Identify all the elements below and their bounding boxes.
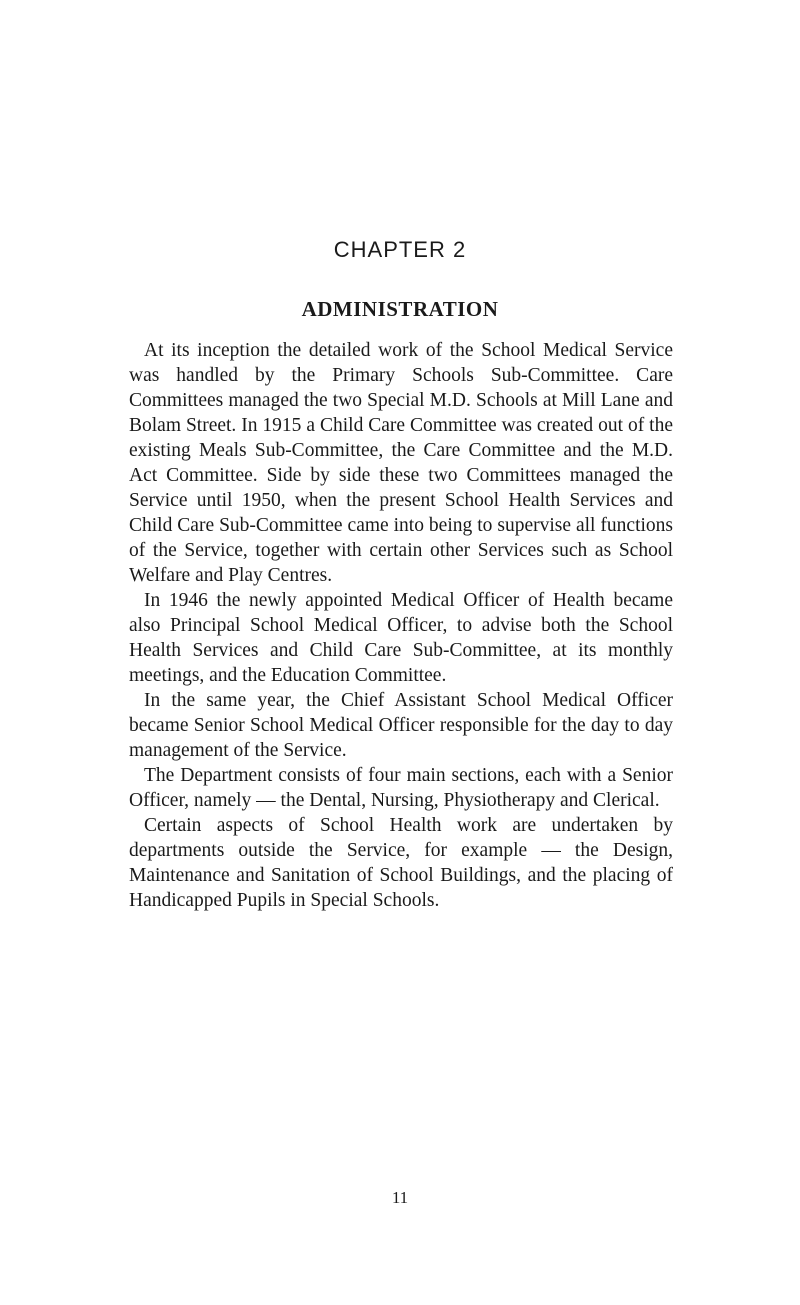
chapter-heading: CHAPTER 2 [333, 237, 467, 262]
paragraph-4: The Department consists of four main sections, each with a Senior Officer, namely — the Dental, Nursing, Physiotherapy and Clerical. [129, 765, 673, 811]
paragraph-5: Certain aspects of School Health work are undertaken by departments outside the Service, for example — the Design, Maintenance and Sanitation of School Buildings, and the placing of Handicapped Pupils in Special Schools. [129, 815, 673, 911]
paragraph-2: In 1946 the newly appointed Medical Officer of Health became also Principal School Medical Officer, to advise both the School Health Services and Child Care Sub-Committee, at its monthly meetings, and the Education Committee. [129, 590, 673, 686]
section-title: ADMINISTRATION [301, 297, 499, 321]
paragraph-3: In the same year, the Chief Assistant School Medical Officer became Senior School Medical Officer responsible for the day to day management of the Service. [129, 690, 673, 761]
page-number: 11 [391, 1188, 409, 1207]
body-text [129, 338, 673, 913]
paragraph-1: At its inception the detailed work of the School Medical Service was handled by the Primary Schools Sub-Committee. Care Committees managed the two Special M.D. Schools at Mill Lane and Bolam Street. In 1915 a Child Care Committee was created out of the existing Meals Sub-Committee, the Care Committee and the M.D. Act Committee. Side by side these two Committees managed the Service until 1950, when the present School Health Services and Child Care Sub-Committee came into being to supervise all functions of the Service, together with certain other Services such as School Welfare and Play Centres. [129, 340, 673, 586]
